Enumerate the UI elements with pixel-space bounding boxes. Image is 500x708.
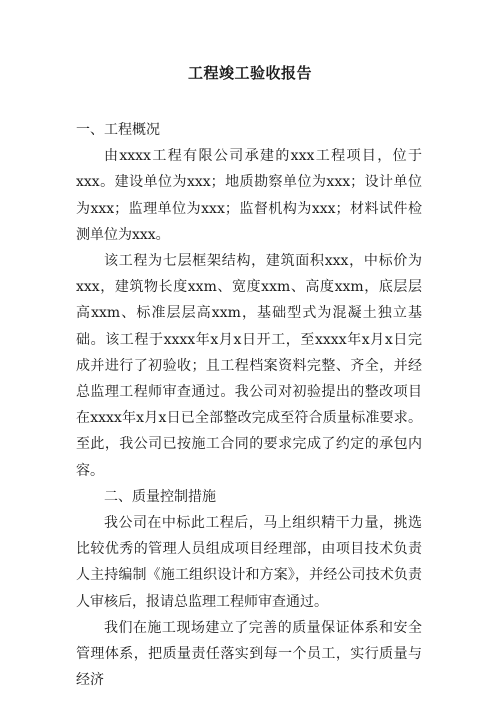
section-heading-quality-control: 二、质量控制措施 bbox=[104, 488, 216, 505]
paragraph-project-details: 该工程为七层框架结构，建筑面积xxx，中标价为xxx，建筑物长度xxm、宽度xxm、高度xxm，底层层高xxm、标准层层高xxm，基础型式为混凝土独立基础。该工程于xxxx年x月x日开工，至xxxx年x月x日完成并进行了初验收；且工程档案资料完整、齐全，并经总监理工程师审查通过。我公司对初验提出的整改项目在xxxx年x月x日已全部整改完成至符合质量标准要求。至此，我公司已按施工合同的要求完成了约定的承包内容。 bbox=[76, 253, 422, 479]
paragraph-organization: 我公司在中标此工程后，马上组织精干力量，挑选比较优秀的管理人员组成项目经理部，由项目技术负责人主持编制《施工组织设计和方案》，并经公司技术负责人审核后，报请总监理工程师审查通过。 bbox=[76, 515, 422, 610]
document-title: 工程竣工验收报告 bbox=[187, 64, 312, 82]
paragraph-quality-system: 我们在施工现场建立了完善的质量保证体系和安全管理体系，把质量责任落实到每一个员工，实行质量与经济 bbox=[76, 619, 422, 689]
document-body bbox=[76, 117, 422, 693]
paragraph-project-parties: 由xxxx工程有限公司承建的xxx工程项目，位于xxx。建设单位为xxx；地质勘察单位为xxx；设计单位为xxx；监理单位为xxx；监督机构为xxx；材料试件检测单位为xxx。 bbox=[76, 148, 422, 243]
section-heading-overview: 一、工程概况 bbox=[76, 122, 160, 138]
